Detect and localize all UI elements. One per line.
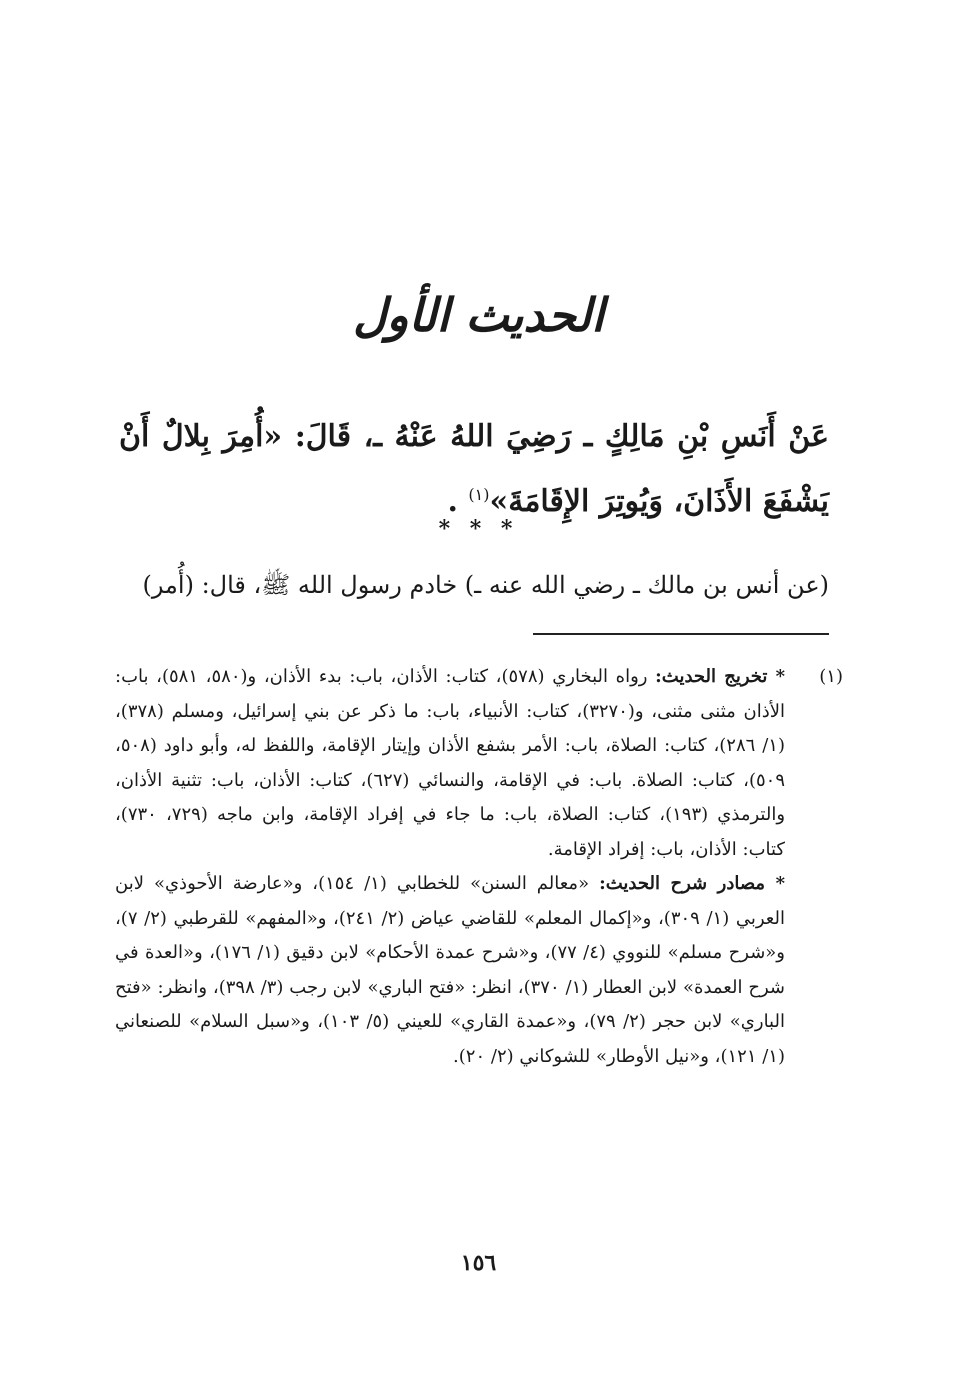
footnote-takhrij — [115, 660, 843, 867]
commentary-text: (عن أنس بن مالك ـ رضي الله عنه ـ) خادم رسول الله ﷺ، قال: (أُمر) — [142, 571, 829, 599]
footnote-block — [115, 660, 843, 1074]
hadith-end: . — [447, 484, 458, 519]
page-number: ١٥٦ — [460, 1250, 497, 1276]
hadith-body: عَنْ أَنَسِ بْنِ مَالِكٍ ـ رَضِيَ اللهُ عَنْهُ ـ، قَالَ: «أُمِرَ بِلالٌ أَنْ يَشْفَعَ الأَذَانَ، وَيُوتِرَ الإِقَامَةَ» — [119, 419, 829, 519]
footnote-divider — [533, 633, 829, 635]
sources-heading: * مصادر شرح الحديث: — [599, 873, 786, 894]
section-separator: * * * — [438, 516, 519, 542]
takhrij-text: رواه البخاري (٥٧٨)، كتاب: الأذان، باب: بدء الأذان، و(٥٨٠، ٥٨١)، باب: الأذان مثنى مثنى، و(٣٢٧٠)، كتاب: الأنبياء، باب: ما ذكر عن بني إسرائيل، ومسلم (٣٧٨)، (١/ ٢٨٦)، كتاب: الصلاة، باب: الأمر بشفع الأذان وإيتار الإقامة، واللفظ له، وأبو داود (٥٠٨، ٥٠٩)، كتاب: الصلاة. باب: في الإقامة، والنسائي (٦٢٧)، كتاب: الأذان، باب: تثنية الأذان، والترمذي (١٩٣)، كتاب: الصلاة، باب: ما جاء في إفراد الإقامة، وابن ماجه (٧٢٩، ٧٣٠)، كتاب: الأذان، باب: إفراد الإقامة. — [115, 666, 786, 860]
footnote-sources — [115, 867, 843, 1074]
footnote-number: (١) — [819, 666, 843, 687]
takhrij-heading: * تخريج الحديث: — [655, 666, 786, 687]
sources-text: «معالم السنن» للخطابي (١/ ١٥٤)، و«عارضة الأحوذي» لابن العربي (١/ ٣٠٩)، و«إكمال المعلم» للقاضي عياض (٢/ ٢٤١)، و«المفهم» للقرطبي (٢/ ٧)، و«شرح مسلم» للنووي (٤/ ٧٧)، و«شرح عمدة الأحكام» لابن دقيق (١/ ١٧٦)، و«العدة في شرح العمدة» لابن العطار (١/ ٣٧٠)، انظر: «فتح الباري» لابن رجب (٣/ ٣٩٨)، وانظر: «فتح الباري» لابن حجر (٢/ ٧٩)، و«عمدة القاري» للعيني (٥/ ١٠٣)، و«سبل السلام» للصنعاني (١/ ١٢١)، و«نيل الأوطار» للشوكاني (٢/ ٢٠). — [115, 873, 785, 1067]
chapter-title: الحديث الأول — [352, 288, 605, 342]
hadith-text — [119, 408, 829, 531]
footnote-ref[interactable]: (١) — [468, 485, 490, 504]
